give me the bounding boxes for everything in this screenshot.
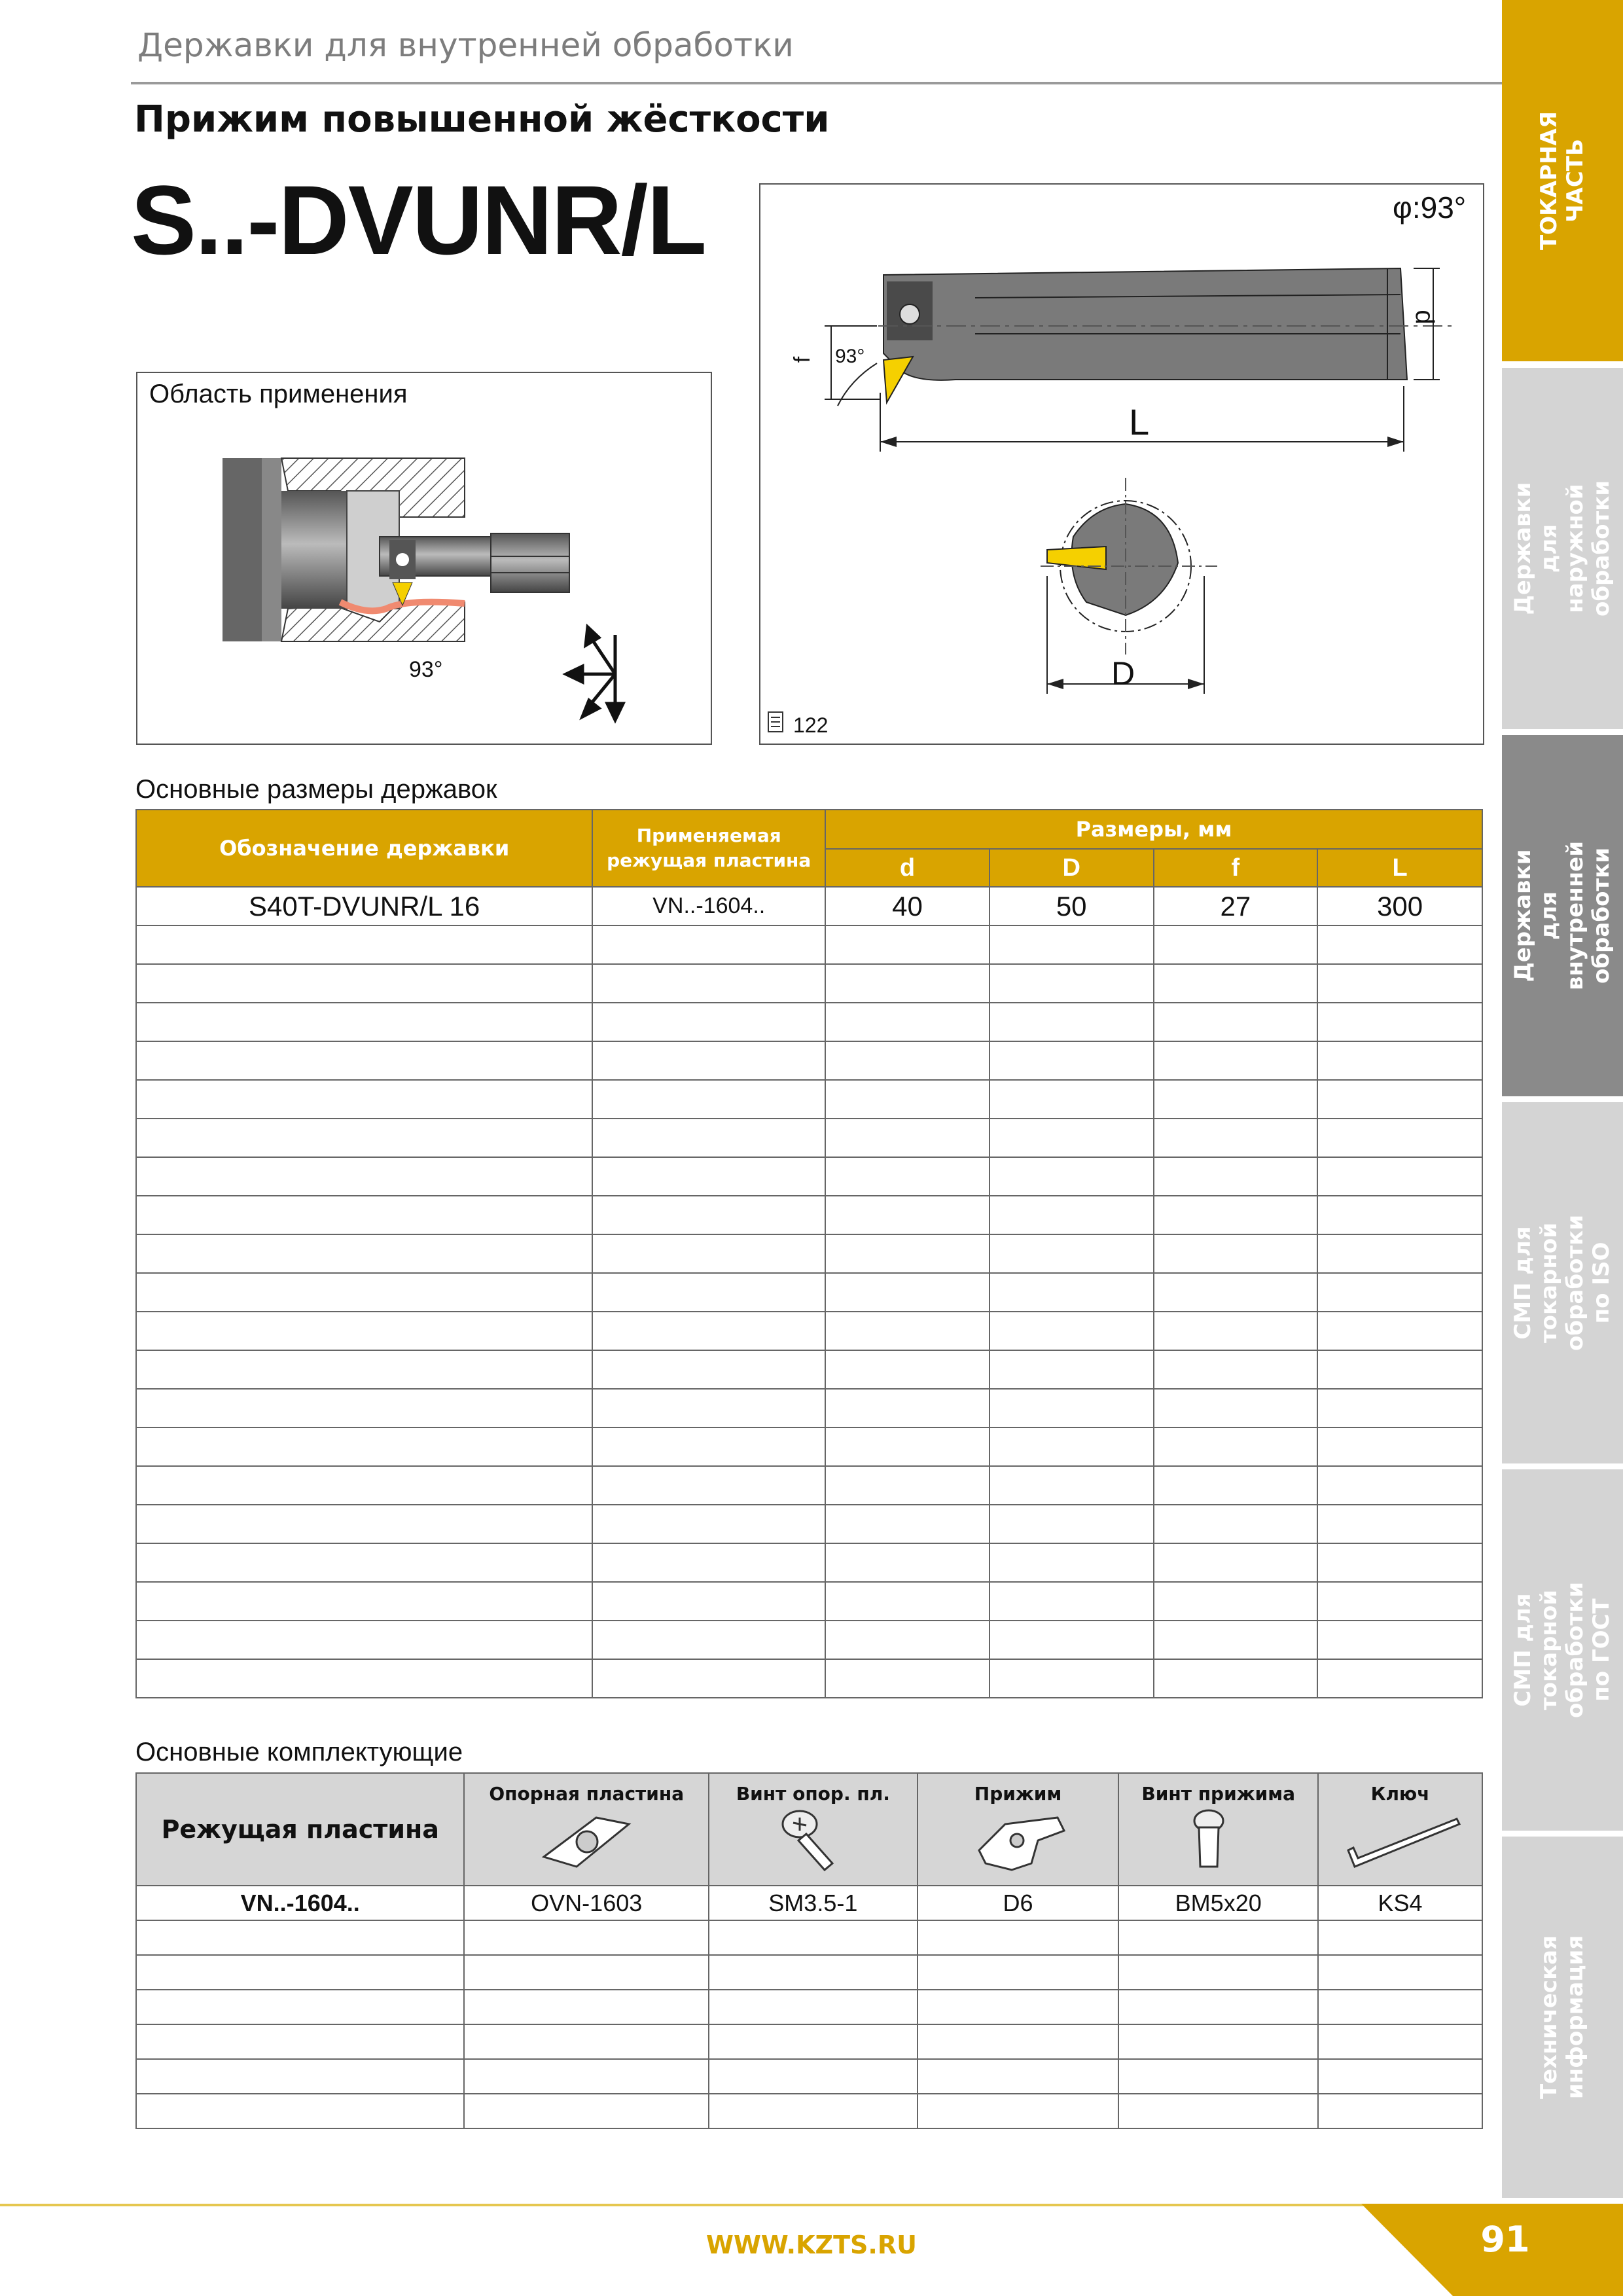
product-code: S..-DVUNR/L [131,165,705,275]
table-cell: OVN-1603 [464,1886,709,1920]
dim-d-label: d [1410,310,1439,325]
table-cell: 27 [1154,887,1318,925]
key-label: Ключ [1370,1783,1430,1804]
sidebar-tab[interactable] [1502,1469,1623,1831]
col-holder-header: Обозначение державки [136,810,592,887]
sidebar-tab[interactable] [1502,1102,1623,1463]
empty-table-row [136,1659,1482,1698]
clamp-screw-label: Винт прижима [1141,1783,1295,1804]
col-cutting-insert-header: Режущая пластина [136,1773,464,1886]
support-plate-icon [537,1804,635,1876]
empty-table-row [136,1955,1482,1990]
empty-table-row [136,1273,1482,1312]
table-cell: 40 [825,887,990,925]
sidebar-tab-label: СМП для токарной обработки по ГОСТ [1510,1581,1615,1719]
components-table [135,1772,1483,2129]
empty-table-row [136,1196,1482,1234]
col-clamp-screw-header [1118,1773,1318,1886]
drawing-angle-label: 93° [835,346,865,367]
application-area-title: Область применения [149,380,408,408]
clamp-label: Прижим [974,1783,1062,1804]
col-sizes-header: Размеры, мм [825,810,1482,849]
empty-table-row [136,1041,1482,1080]
page-reference-icon [766,712,781,733]
table-cell: BM5x20 [1118,1886,1318,1920]
table-row [136,887,1482,925]
empty-table-row [136,1080,1482,1119]
empty-table-row [136,1505,1482,1543]
table-cell: VN..-1604.. [136,1886,464,1920]
table-cell: 50 [990,887,1154,925]
empty-table-row [136,2059,1482,2094]
empty-table-row [136,2094,1482,2128]
empty-table-row [136,1157,1482,1196]
empty-table-row [136,2024,1482,2059]
empty-table-row [136,1582,1482,1621]
table-cell: SM3.5-1 [709,1886,918,1920]
col-support-plate-header [464,1773,709,1886]
clamp-screw-icon [1179,1804,1258,1876]
table-cell: 300 [1317,887,1482,925]
empty-table-row [136,1312,1482,1350]
empty-table-row [136,1920,1482,1955]
footer-url-link[interactable]: WWW.KZTS.RU [706,2231,917,2259]
col-insert-header: Применяемая режущая пластина [592,810,825,887]
subcol-L: L [1317,849,1482,887]
sidebar-tab-label: Техническая информация [1536,1935,1589,2100]
table-row [136,1886,1482,1920]
col-key-header [1318,1773,1482,1886]
dim-f-label: f [790,356,815,363]
sidebar-tab-label: Державки для наружной обработки [1510,480,1615,617]
page-reference-number: 122 [793,713,829,737]
section-header-title: Державки для внутренней обработки [137,26,794,64]
sidebar-tab-label: ТОКАРНАЯ ЧАСТЬ [1536,111,1589,251]
table-cell: S40T-DVUNR/L 16 [136,887,592,925]
application-illustration [216,452,674,726]
sidebar-tab-label: Державки для внутренней обработки [1510,840,1615,991]
page-subtitle: Прижим повышенной жёсткости [134,98,830,141]
subcol-D: D [990,849,1154,887]
support-screw-icon [774,1804,852,1876]
dim-L-label: L [1129,401,1150,442]
support-plate-label: Опорная пластина [489,1783,685,1804]
empty-table-row [136,1389,1482,1427]
empty-table-row [136,1003,1482,1041]
sidebar-tab[interactable] [1502,1837,1623,2198]
empty-table-row [136,1427,1482,1466]
support-screw-label: Винт опор. пл. [736,1783,890,1804]
table-cell: D6 [918,1886,1119,1920]
hex-key-icon [1335,1804,1466,1876]
empty-table-row [136,1621,1482,1659]
empty-table-row [136,1466,1482,1505]
sidebar-tab[interactable] [1502,0,1623,361]
header-divider [131,82,1502,84]
approach-angle-label: φ:93° [1393,190,1467,224]
page-number: 91 [1480,2219,1530,2260]
empty-table-row [136,964,1482,1003]
table-cell: KS4 [1318,1886,1482,1920]
empty-table-row [136,1350,1482,1389]
subcol-d: d [825,849,990,887]
subcol-f: f [1154,849,1318,887]
sidebar-tab[interactable] [1502,735,1623,1096]
sidebar-tab-label: СМП для токарной обработки по ISO [1510,1214,1615,1352]
dimensions-table [135,809,1483,1698]
empty-table-row [136,925,1482,964]
col-clamp-header [918,1773,1119,1886]
components-section-title: Основные комплектующие [135,1738,463,1767]
empty-table-row [136,1119,1482,1157]
sidebar-tab[interactable] [1502,368,1623,729]
empty-table-row [136,1543,1482,1582]
dimensions-section-title: Основные размеры державок [135,775,497,804]
application-angle-label: 93° [409,657,443,682]
col-support-screw-header [709,1773,918,1886]
empty-table-row [136,1990,1482,2024]
clamp-icon [966,1804,1071,1876]
empty-table-row [136,1234,1482,1273]
table-cell: VN..-1604.. [592,887,825,925]
dim-D-label: D [1111,655,1135,692]
